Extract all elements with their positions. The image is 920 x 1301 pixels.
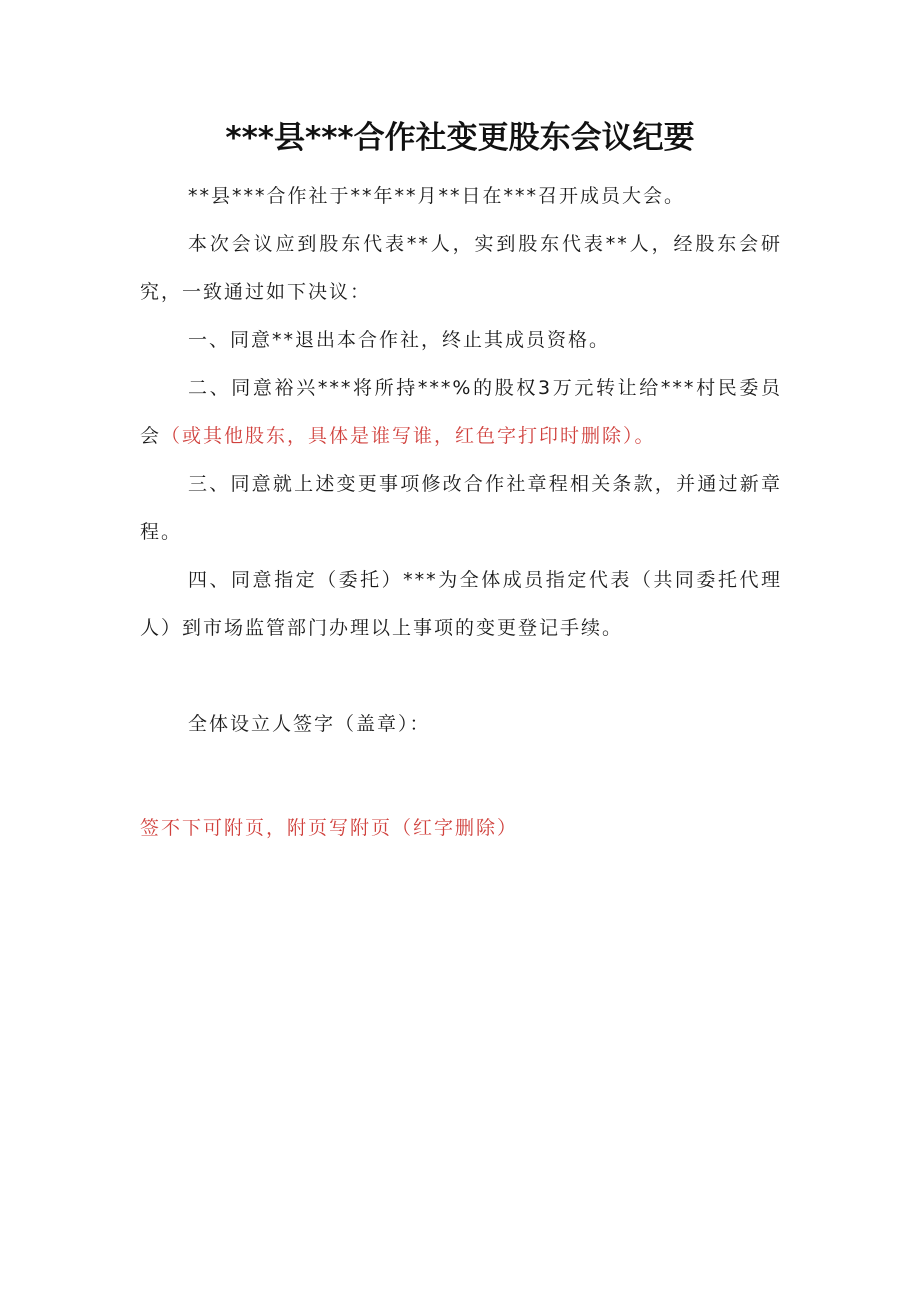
resolution-2-text: 二、同意裕兴***将所持***%的股权3万元转让给***村民委员会 [140,377,782,447]
paragraph-attendance: 本次会议应到股东代表**人，实到股东代表**人，经股东会研究，一致通过如下决议： [140,233,782,303]
paragraph-meeting-info: **县***合作社于**年**月**日在***召开成员大会。 [188,185,686,207]
paragraph-resolution-3: 三、同意就上述变更事项修改合作社章程相关条款，并通过新章程。 [140,473,782,543]
red-attachment-note: 签不下可附页，附页写附页（红字删除） [140,817,519,839]
paragraph-resolution-4: 四、同意指定（委托）***为全体成员指定代表（共同委托代理人）到市场监管部门办理以上事项的变更登记手续。 [140,569,782,639]
paragraph-resolution-2 [140,364,782,460]
document-title: ***县***合作社变更股东会议纪要 [225,120,695,156]
paragraph-resolution-1: 一、同意**退出本合作社，终止其成员资格。 [188,329,611,351]
resolution-2-red-note: （或其他股东，具体是谁写谁，红色字打印时删除）。 [161,425,656,447]
signature-line: 全体设立人签字（盖章）： [188,713,431,735]
